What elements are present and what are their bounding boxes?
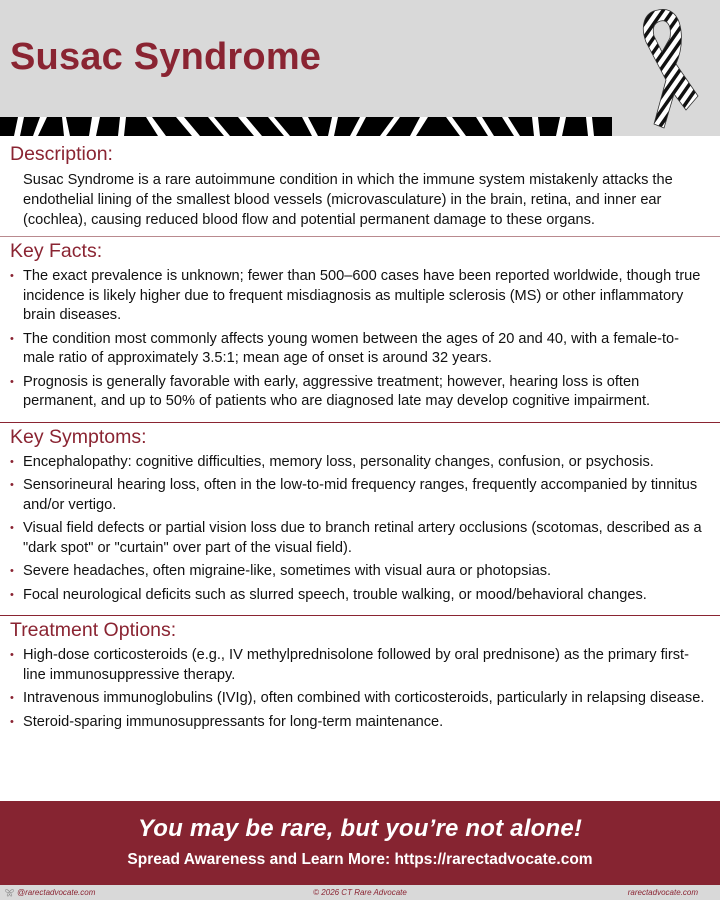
- header: [0, 0, 720, 136]
- key-facts-list: [0, 264, 720, 418]
- slogan: You may be rare, but you’re not alone!: [137, 815, 583, 842]
- list-item: • High-dose corticosteroids (e.g., IV methylprednisolone followed by oral prednisone) as the primary first-line immunosuppressive therapy.: [10, 646, 706, 685]
- zebra-stripe-banner: [0, 117, 612, 136]
- list-item: • The condition most commonly affects young women between the ages of 20 and 40, with a female-to-male ratio of approximately 3.5:1; mean age of onset is around 32 years.: [10, 330, 706, 369]
- list-item: • Intravenous immunoglobulins (IVIg), often combined with corticosteroids, particularly in relapsing disease.: [10, 689, 706, 709]
- copyright: © 2026 CT Rare Advocate: [313, 888, 407, 897]
- treatment-options-section: [0, 617, 720, 742]
- content: [0, 140, 720, 742]
- list-item: • Encephalopathy: cognitive difficulties, memory loss, personality changes, confusion, or psychosis.: [10, 453, 706, 473]
- page-title: Susac Syndrome: [10, 36, 322, 78]
- description-text: Susac Syndrome is a rare autoimmune condition in which the immune system mistakenly attacks the endothelial lining of the smallest blood vessels (microvasculature) in the brain, retina, and inner ear (cochlea), causing reduced blood flow and potential permanent damage to these organs.: [23, 172, 673, 228]
- list-item: • Steroid-sparing immunosuppressants for long-term maintenance.: [10, 713, 706, 733]
- list-item: • Focal neurological deficits such as slurred speech, trouble walking, or mood/behavioral changes.: [10, 586, 706, 606]
- footer: [0, 885, 720, 900]
- website-link[interactable]: rarectadvocate.com: [627, 888, 698, 897]
- zebra-ribbon-icon: [618, 2, 708, 132]
- awareness-banner: [0, 801, 720, 885]
- treatment-options-heading: Treatment Options:: [10, 619, 177, 641]
- description-section: [0, 141, 720, 237]
- list-item: • Visual field defects or partial vision loss due to branch retinal artery occlusions (scotomas, described as a "dark spot" or "curtain" over part of the visual field).: [10, 519, 706, 558]
- list-item: • Sensorineural hearing loss, often in the low-to-mid frequency ranges, frequently accompanied by tinnitus and/or vertigo.: [10, 476, 706, 515]
- key-facts-heading: Key Facts:: [10, 240, 103, 262]
- key-symptoms-heading: Key Symptoms:: [10, 425, 147, 448]
- key-facts-section: [0, 238, 720, 423]
- key-symptoms-list: [0, 450, 720, 612]
- treatment-options-list: [0, 643, 720, 738]
- list-item: • Prognosis is generally favorable with early, aggressive treatment; however, hearing loss is often permanent, and up to 50% of patients who are diagnosed late may develop cognitive impairment.: [10, 373, 706, 412]
- key-symptoms-section: [0, 424, 720, 617]
- list-item: • The exact prevalence is unknown; fewer than 500–600 cases have been reported worldwide, though true incidence is likely higher due to frequent misdiagnosis as multiple sclerosis (MS) or other inflammatory brain diseases.: [10, 267, 706, 326]
- list-item: • Severe headaches, often migraine-like, sometimes with visual aura or photopsias.: [10, 562, 706, 582]
- zebra-stripe-pattern: [0, 117, 612, 136]
- social-handle: @rarectadvocate.com: [17, 888, 96, 897]
- description-heading: Description:: [10, 143, 113, 165]
- spread-awareness-link[interactable]: Spread Awareness and Learn More: https://rarectadvocate.com: [127, 851, 593, 868]
